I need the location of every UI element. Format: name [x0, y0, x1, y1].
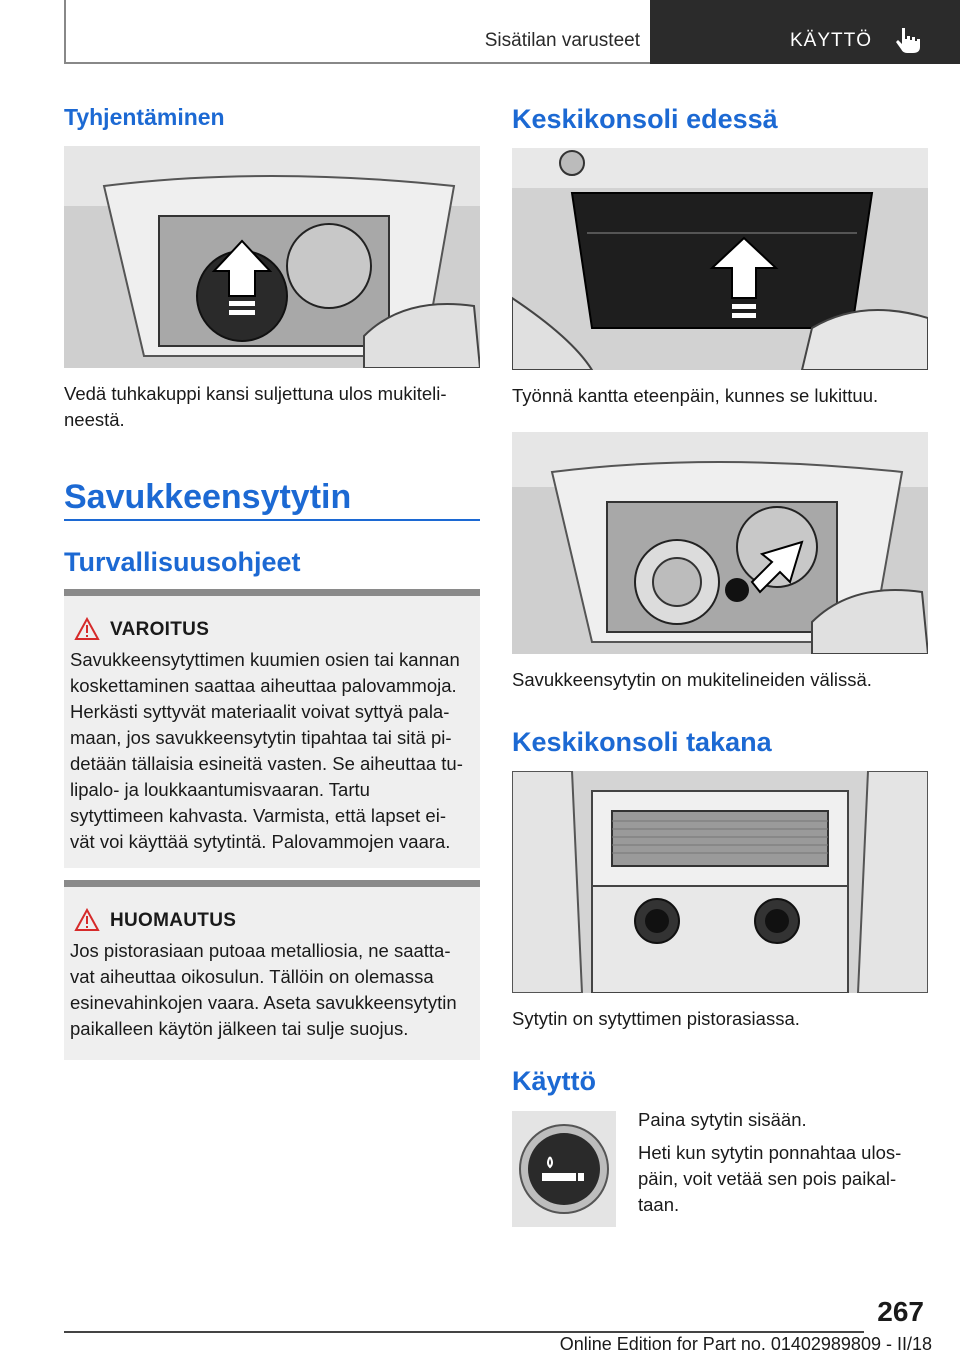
notice-bar — [64, 880, 480, 887]
heading-turvallisuusohjeet: Turvallisuusohjeet — [64, 547, 301, 577]
warning-box — [64, 589, 480, 868]
caption-edessa1: Työnnä kantta eteenpäin, kunnes se lukittuu. — [512, 385, 879, 406]
image-front-console-cover — [512, 148, 928, 370]
notice-box — [64, 880, 480, 1060]
notice-line: Jos pistorasiaan putoaa metalliosia, ne saatta- — [70, 940, 451, 961]
footer-rule — [64, 1331, 864, 1333]
page-number: 267 — [877, 1296, 924, 1327]
warning-line: maan, jos savukkeensytytin tipahtaa tai sitä pi- — [70, 727, 452, 748]
footer-edition: Online Edition for Part no. 01402989809 - II/18 — [559, 1334, 932, 1354]
text-tyhjentaminen-line2: neestä. — [64, 409, 125, 430]
warning-line: sytyttimeen kahvasta. Varmista, että lapset ei- — [70, 805, 446, 826]
image-lighter-between-cupholders — [512, 432, 928, 654]
warning-triangle-icon — [74, 617, 100, 641]
text-kaytto-p2-line3: taan. — [638, 1194, 680, 1215]
warning-line: detään tällaisia esineitä vasten. Se aiheuttaa tu- — [70, 753, 463, 774]
heading-keskikonsoli-edessa: Keskikonsoli edessä — [512, 104, 778, 134]
heading-keskikonsoli-takana: Keskikonsoli takana — [512, 727, 772, 757]
warning-line: koskettaminen saattaa aiheuttaa palovammoja. — [70, 675, 457, 696]
notice-line: paikalleen käytön jälkeen tai sulje suojus. — [70, 1018, 409, 1039]
warning-line: Savukkeensytyttimen kuumien osien tai kannan — [70, 649, 460, 670]
heading-savukkeensytytin: Savukkeensytytin — [64, 478, 352, 516]
warning-triangle-icon — [74, 908, 100, 932]
text-tyhjentaminen-line1: Vedä tuhkakuppi kansi suljettuna ulos mukiteli- — [64, 383, 447, 404]
caption-edessa2: Savukkeensytytin on mukitelineiden välissä. — [512, 669, 872, 690]
notice-title: HUOMAUTUS — [110, 910, 237, 931]
warning-line: lipalo- ja loukkaantumisvaaran. Tartu — [70, 779, 370, 800]
warning-bar — [64, 589, 480, 596]
image-lighter-button — [512, 1111, 616, 1227]
text-kaytto-p2-line2: päin, voit vetää sen pois paikal- — [638, 1168, 897, 1189]
header-section-title: Sisätilan varusteet — [484, 30, 640, 51]
warning-line: vät voi käyttää sytytintä. Palovammojen vaara. — [70, 831, 451, 852]
text-kaytto-p1: Paina sytytin sisään. — [638, 1109, 807, 1130]
heading-tyhjentaminen: Tyhjentäminen — [64, 104, 225, 130]
header-left-rule — [64, 0, 66, 64]
caption-takana: Sytytin on sytyttimen pistorasiassa. — [512, 1008, 800, 1029]
image-ashtray-removal — [64, 146, 480, 368]
notice-line: esinevahinkojen vaara. Aseta savukkeensytytin — [70, 992, 457, 1013]
text-kaytto-p2-line1: Heti kun sytytin ponnahtaa ulos- — [638, 1142, 902, 1163]
heading-kaytto: Käyttö — [512, 1066, 597, 1096]
notice-line: vat aiheuttaa oikosulun. Tällöin on olemassa — [70, 966, 434, 987]
warning-line: Herkästi syttyvät materiaalit voivat syttyä pala- — [70, 701, 450, 722]
header-chapter-label: KÄYTTÖ — [790, 30, 873, 51]
heading-underline — [64, 519, 480, 521]
header-bottom-rule — [64, 62, 650, 64]
warning-title: VAROITUS — [110, 619, 210, 640]
hand-pointer-icon — [893, 25, 923, 55]
image-rear-console-sockets — [512, 771, 928, 993]
